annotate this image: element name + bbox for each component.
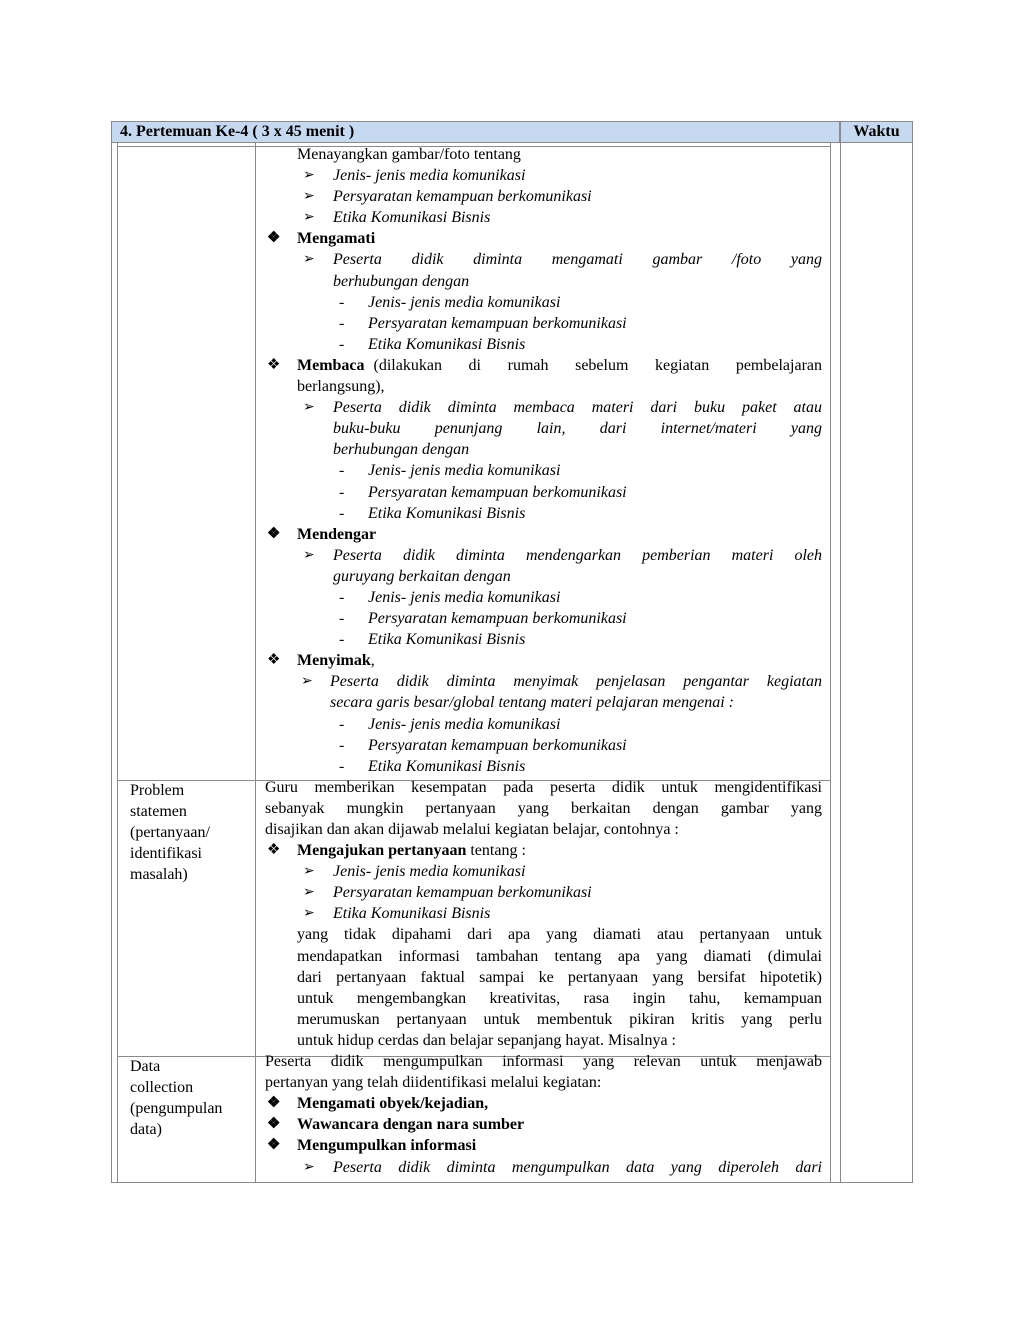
text-line: Peserta didik mengumpulkan informasi yang relevan untuk menjawab (265, 1053, 822, 1071)
section-heading: ❖ Mengamati (265, 228, 822, 249)
text-line: Menayangkan gambar/foto tentang (297, 146, 521, 163)
list-item: - Etika Komunikasi Bisnis (265, 629, 822, 650)
list-item: - Jenis- jenis media komunikasi (265, 587, 822, 608)
arrow-bullet-icon: ➢ (303, 252, 315, 268)
text-line: Guru memberikan kesempatan pada peserta didik untuk mengidentifikasi (265, 778, 822, 796)
list-item: - Persyaratan kemampuan berkomunikasi (265, 313, 822, 334)
list-item: ➢ Persyaratan kemampuan berkomunikasi (265, 186, 822, 207)
list-item: - Jenis- jenis media komunikasi (265, 460, 822, 481)
text-line: yang tidak dipahami dari apa yang diamati atau pertanyaan untuk (297, 926, 822, 944)
dash-bullet-icon: - (339, 504, 345, 522)
dash-bullet-icon: - (339, 293, 345, 311)
text-line: sebanyak mungkin pertanyaan yang berkaitan dengan gambar yang (265, 799, 822, 817)
dash-bullet-icon: - (339, 757, 345, 775)
list-item: ➢ Jenis- jenis media komunikasi (265, 861, 822, 882)
text-line: pertanyan yang telah diidentifikasi melalui kegiatan: (265, 1074, 602, 1092)
text-line: berhubungan dengan (333, 272, 470, 290)
diamond-bullet-icon: ❖ (267, 1116, 281, 1133)
list-item: ➢ Etika Komunikasi Bisnis (265, 903, 822, 924)
table-border-left (111, 121, 112, 1183)
text-line: buku-buku penunjang lain, dari internet/materi yang (333, 420, 822, 438)
text-line: mendapatkan informasi tambahan tentang apa yang diamati (dimulai (297, 947, 822, 965)
label-data-collection: Data collection (pengumpulan data) (130, 1058, 223, 1139)
waktu-divider (840, 143, 841, 1183)
dash-bullet-icon: - (339, 314, 345, 332)
dash-bullet-icon: - (339, 588, 345, 606)
diamond-bullet-icon: ❖ (267, 356, 281, 373)
list-item: ➢ Etika Komunikasi Bisnis (265, 207, 822, 228)
section-heading: ❖ Mengumpulkan informasi (265, 1135, 822, 1156)
dash-bullet-icon: - (339, 610, 345, 628)
arrow-bullet-icon: ➢ (303, 168, 315, 184)
list-item: ➢ Peserta didik diminta menyimak penjelasan pengantar kegiatan (265, 671, 822, 692)
diamond-bullet-icon: ❖ (267, 652, 281, 669)
list-item: - Etika Komunikasi Bisnis (265, 334, 822, 355)
waktu-header: Waktu (840, 121, 913, 143)
label-problem-statement: Problem statemen (pertanyaan/ identifikasi masalah) (130, 782, 210, 884)
list-item: - Jenis- jenis media komunikasi (265, 292, 822, 313)
inner-border-right (830, 143, 831, 1183)
dash-bullet-icon: - (339, 335, 345, 353)
diamond-bullet-icon: ❖ (267, 1095, 281, 1112)
list-item: - Persyaratan kemampuan berkomunikasi (265, 482, 822, 503)
diamond-bullet-icon: ❖ (267, 842, 281, 859)
text-line: secara garis besar/global tentang materi pelajaran mengenai : (330, 694, 734, 712)
dash-bullet-icon: - (339, 462, 345, 480)
section-heading: ❖ Membaca (dilakukan di rumah sebelum kegiatan pembelajaran (265, 355, 822, 376)
column-divider (255, 143, 256, 1183)
arrow-bullet-icon: ➢ (303, 885, 315, 901)
list-item: - Persyaratan kemampuan berkomunikasi (265, 735, 822, 756)
arrow-bullet-icon: ➢ (303, 547, 315, 563)
text-line: disajikan dan akan dijawab melalui kegiatan belajar, contohnya : (265, 821, 679, 838)
text-line: dari pertanyaan faktual sampai ke pertanyaan yang bersifat hipotetik) (297, 968, 822, 986)
list-item: - Etika Komunikasi Bisnis (265, 503, 822, 524)
list-item: ➢ Peserta didik diminta mengumpulkan data yang diperoleh dari (265, 1157, 822, 1178)
text-line: berlangsung), (297, 378, 385, 396)
section-heading: ❖ Menyimak, (265, 650, 822, 671)
activity-content (265, 144, 822, 1178)
arrow-bullet-icon: ➢ (301, 674, 313, 690)
section-heading: ❖ Wawancara dengan nara sumber (265, 1114, 822, 1135)
list-item: ➢ Jenis- jenis media komunikasi (265, 165, 822, 186)
section-heading: ❖ Mengajukan pertanyaan tentang : (265, 840, 822, 861)
text-line: guruyang berkaitan dengan (333, 567, 511, 585)
list-item: ➢ Persyaratan kemampuan berkomunikasi (265, 882, 822, 903)
diamond-bullet-icon: ❖ (267, 1137, 281, 1154)
text-line: merumuskan pertanyaan untuk membentuk pikiran kritis yang perlu (297, 1010, 822, 1028)
list-item: - Persyaratan kemampuan berkomunikasi (265, 608, 822, 629)
arrow-bullet-icon: ➢ (303, 1159, 315, 1175)
dash-bullet-icon: - (339, 631, 345, 649)
list-item: ➢ Peserta didik diminta mengamati gambar /foto yang (265, 249, 822, 270)
text-line: untuk hidup cerdas dan belajar sepanjang hayat. Misalnya : (297, 1031, 676, 1049)
arrow-bullet-icon: ➢ (303, 906, 315, 922)
arrow-bullet-icon: ➢ (303, 210, 315, 226)
dash-bullet-icon: - (339, 736, 345, 754)
dash-bullet-icon: - (339, 715, 345, 733)
text-line: untuk mengembangkan kreativitas, rasa ingin tahu, kemampuan (297, 989, 822, 1007)
list-item: ➢ Peserta didik diminta membaca materi dari buku paket atau (265, 397, 822, 418)
arrow-bullet-icon: ➢ (303, 864, 315, 880)
list-item: - Etika Komunikasi Bisnis (265, 756, 822, 777)
table-border-right (912, 121, 913, 1183)
list-item: - Jenis- jenis media komunikasi (265, 714, 822, 735)
arrow-bullet-icon: ➢ (303, 400, 315, 416)
meeting-title: 4. Pertemuan Ke-4 ( 3 x 45 menit ) (111, 121, 840, 143)
arrow-bullet-icon: ➢ (303, 189, 315, 205)
diamond-bullet-icon: ❖ (267, 230, 281, 247)
dash-bullet-icon: - (339, 483, 345, 501)
inner-border-left (117, 143, 118, 1183)
section-heading: ❖ Mengamati obyek/kejadian, (265, 1093, 822, 1114)
section-heading: ❖ Mendengar (265, 524, 822, 545)
list-item: ➢ Peserta didik diminta mendengarkan pemberian materi oleh (265, 545, 822, 566)
diamond-bullet-icon: ❖ (267, 525, 281, 542)
table-border-bottom (111, 1182, 913, 1183)
text-line: berhubungan dengan (333, 441, 470, 459)
